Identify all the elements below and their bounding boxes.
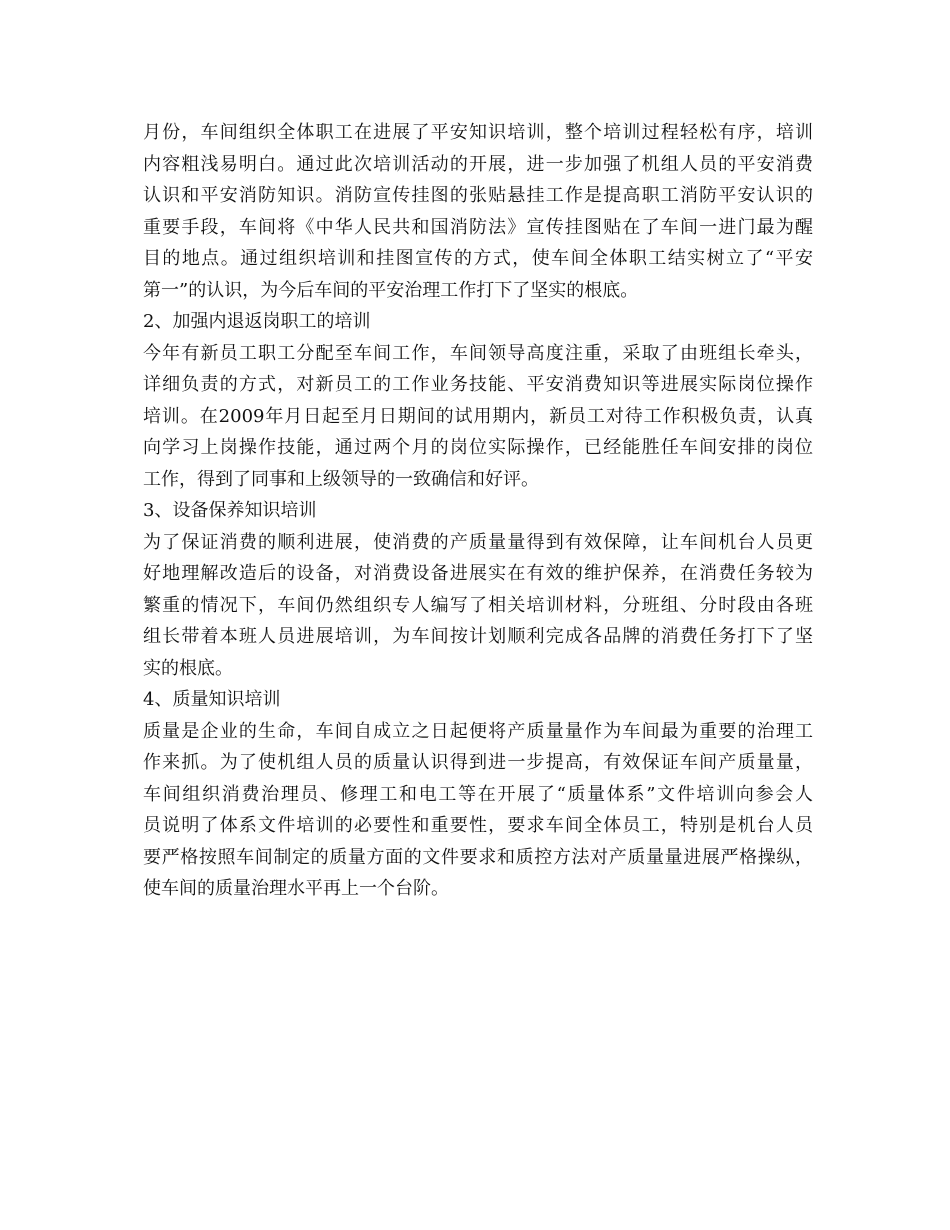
text-line: 月份，车间组织全体职工在进展了平安知识培训，整个培训过程轻松有序，培训 [143, 122, 813, 143]
text-line: 3、设备保养知识培训 [143, 500, 317, 521]
text-line: 组长带着本班人员进展培训，为车间按计划顺利完成各品牌的消费任务打下了坚 [143, 626, 813, 647]
text-line: 作来抓。为了使机组人员的质量认识得到进一步提高，有效保证车间产质量量， [143, 752, 813, 773]
text-line: 质量是企业的生命，车间自成立之日起便将产质量量作为车间最为重要的治理工 [143, 720, 813, 742]
text-line: 今年有新员工职工分配至车间工作，车间领导高度注重，采取了由班组长牵头， [143, 342, 813, 364]
text-line: 培训。在2009年月日起至月日期间的试用期内，新员工对待工作积极负责，认真 [143, 405, 813, 427]
document-body [143, 117, 813, 905]
text-line: 为了保证消费的顺利进展，使消费的产质量量得到有效保障，让车间机台人员更 [143, 531, 813, 553]
text-line: 第一”的认识，为今后车间的平安治理工作打下了坚实的根底。 [143, 279, 639, 301]
text-line: 重要手段，车间将《中华人民共和国消防法》宣传挂图贴在了车间一进门最为醒 [143, 216, 813, 238]
text-line: 工作，得到了同事和上级领导的一致确信和好评。 [143, 468, 539, 490]
text-line: 认识和平安消防知识。消防宣传挂图的张贴悬挂工作是提高职工消防平安认识的 [143, 185, 813, 206]
text-line: 目的地点。通过组织培训和挂图宣传的方式，使车间全体职工结实树立了“平安 [143, 248, 813, 269]
text-line: 实的根底。 [143, 657, 233, 679]
text-line: 详细负责的方式，对新员工的工作业务技能、平安消费知识等进展实际岗位操作 [143, 374, 813, 395]
text-line: 繁重的情况下，车间仍然组织专人编写了相关培训材料，分班组、分时段由各班 [143, 594, 813, 616]
text-line: 要严格按照车间制定的质量方面的文件要求和质控方法对产质量量进展严格操纵， [143, 846, 813, 868]
text-line: 好地理解改造后的设备，对消费设备进展实在有效的维护保养，在消费任务较为 [143, 563, 813, 584]
text-line: 2、加强内退返岗职工的培训 [143, 311, 371, 332]
text-line: 内容粗浅易明白。通过此次培训活动的开展，进一步加强了机组人员的平安消费 [143, 153, 813, 175]
text-line: 使车间的质量治理水平再上一个台阶。 [143, 878, 449, 899]
text-line: 向学习上岗操作技能，通过两个月的岗位实际操作，已经能胜任车间安排的岗位 [143, 437, 813, 458]
text-line: 4、质量知识培训 [143, 689, 281, 710]
text-line: 车间组织消费治理员、修理工和电工等在开展了“质量体系”文件培训向参会人 [143, 783, 813, 805]
text-line: 员说明了体系文件培训的必要性和重要性，要求车间全体员工，特别是机台人员 [143, 815, 813, 836]
